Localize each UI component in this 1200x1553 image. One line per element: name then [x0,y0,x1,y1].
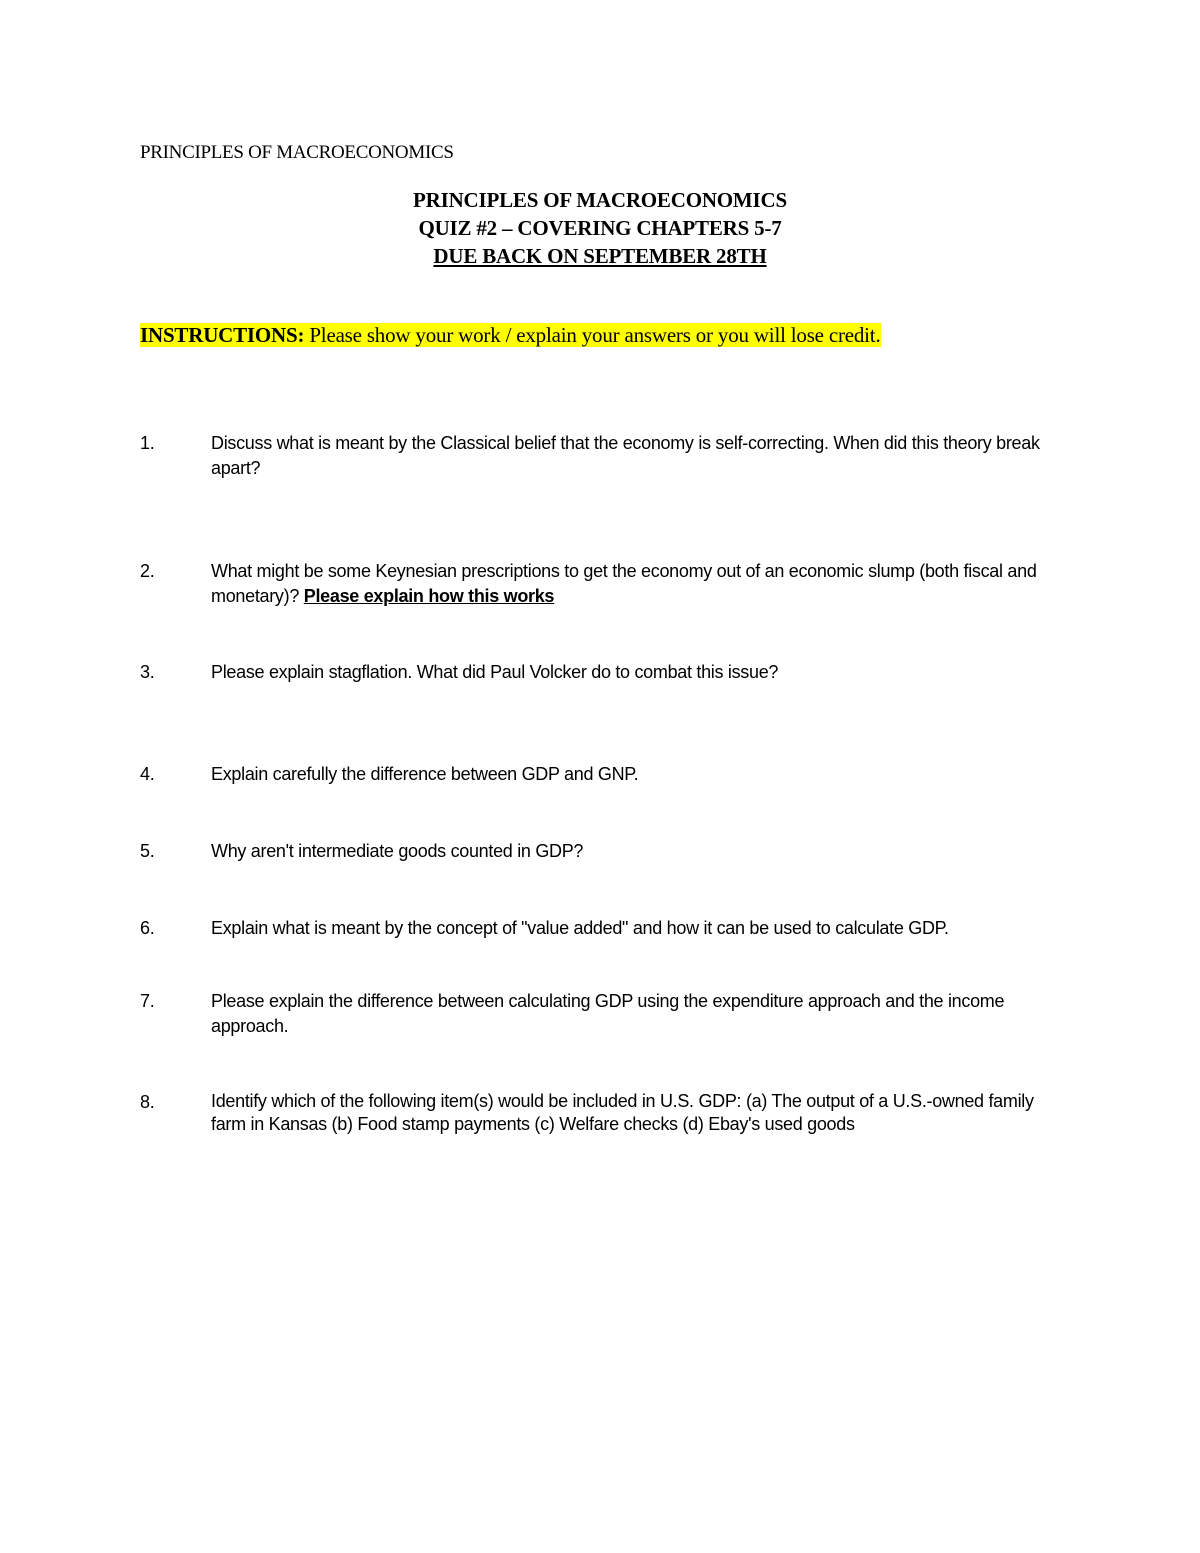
title-quiz: QUIZ #2 – COVERING CHAPTERS 5-7 [418,216,782,240]
question-number: 6. [140,918,155,938]
question-emphasis: Please explain how this works [303,586,555,606]
instructions-highlight [140,323,881,347]
title-due-date [0,242,1200,270]
question-number: 1. [140,433,155,453]
instructions [140,321,881,349]
question-number: 2. [140,561,155,581]
due-date-text: DUE BACK ON SEPTEMBER 28TH [433,244,767,268]
question-4 [140,762,1070,787]
question-8 [140,1090,1070,1136]
question-7 [140,989,1070,1039]
question-text: Please explain stagflation. What did Paul Volcker do to combat this issue? [211,662,779,682]
question-text: Why aren't intermediate goods counted in GDP? [211,841,584,861]
question-number: 3. [140,662,155,682]
question-number: 4. [140,764,155,784]
question-number: 5. [140,841,155,861]
question-6 [140,916,1070,941]
instructions-label: INSTRUCTIONS: [140,323,305,347]
title-course: PRINCIPLES OF MACROECONOMICS [413,188,787,212]
question-text [211,559,1070,609]
document-title [0,186,1200,270]
question-number: 8. [140,1092,155,1112]
instructions-text: Please show your work / explain your answers or you will lose credit. [304,323,881,347]
question-text: Please explain the difference between calculating GDP using the expenditure approach and the income approach. [211,991,1005,1036]
question-3 [140,660,1070,685]
question-number: 7. [140,991,155,1011]
question-5 [140,839,1070,864]
question-1 [140,431,1070,481]
running-header: PRINCIPLES OF MACROECONOMICS [140,142,454,163]
question-text: Explain what is meant by the concept of "value added" and how it can be used to calculate GDP. [211,918,949,938]
question-text: Identify which of the following item(s) would be included in U.S. GDP: (a) The output of a U.S.-owned family farm in Kansas (b) Food stamp payments (c) Welfare checks (d) Ebay's used goods [211,1091,1034,1134]
question-text: Discuss what is meant by the Classical belief that the economy is self-correcting. When did this theory break apart? [211,433,1040,478]
question-body: What might be some Keynesian prescriptions to get the economy out of an economic slump (both fiscal and monetary)? [211,561,1037,606]
question-2 [140,559,1070,609]
question-text: Explain carefully the difference between GDP and GNP. [211,764,639,784]
